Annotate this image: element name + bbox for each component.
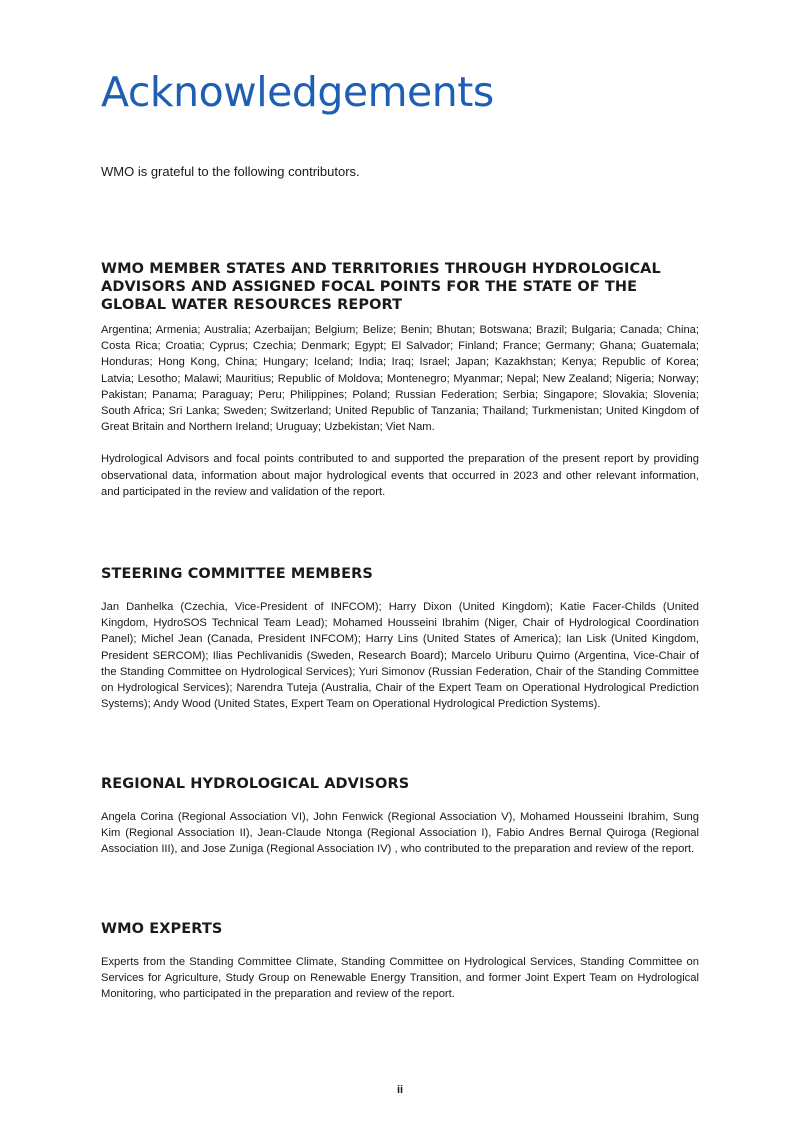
section-body: Experts from the Standing Committee Climate, Standing Committee on Hydrological Services, Standing Committee on Services for Agriculture, Study Group on Renewable Energy Transition, and former Joint Expert Team on Hydrological Monitoring, who participated in the preparation and review of the report. xyxy=(101,956,699,1001)
section-steering-committee xyxy=(101,565,699,712)
section-heading: WMO MEMBER STATES AND TERRITORIES THROUGH HYDROLOGICAL ADVISORS AND ASSIGNED FOCAL POINTS FOR THE STATE OF THE GLOBAL WATER RESOURCES REPORT xyxy=(101,261,661,313)
section-heading: WMO EXPERTS xyxy=(101,921,223,937)
page-number: ii xyxy=(396,1084,404,1096)
section-body: Jan Danhelka (Czechia, Vice-President of INFCOM); Harry Dixon (United Kingdom); Katie Facer-Childs (United Kingdom, HydroSOS Technical Team Lead); Mohamed Housseini Ibrahim (Niger, Chair of Hydrological Coordination Panel); Michel Jean (Canada, President INFCOM); Harry Lins (United States of America); Ian Lisk (United Kingdom, President SERCOM); Ilias Pechlivanidis (Sweden, Research Board); Marcelo Uriburu Quirno (Argentina, Vice-Chair of the Standing Committee on Hydrological Services); Yuri Simonov (Russian Federation, Chair of the Standing Committee on Hydrological Services); Narendra Tuteja (Australia, Chair of the Expert Team on Operational Hydrological Prediction Systems); Andy Wood (United States, Expert Team on Operational Hydrological Prediction Systems). xyxy=(101,601,699,711)
section-member-states xyxy=(101,260,699,500)
section-heading: STEERING COMMITTEE MEMBERS xyxy=(101,566,373,582)
intro-text: WMO is grateful to the following contributors. xyxy=(101,164,360,179)
section-description: Hydrological Advisors and focal points contributed to and supported the preparation of the present report by providing observational data, information about major hydrological events that occurred in 2023 and other relevant information, and participated in the review and validation of the report. xyxy=(101,453,699,498)
country-list: Argentina; Armenia; Australia; Azerbaijan; Belgium; Belize; Benin; Bhutan; Botswana; Brazil; Bulgaria; Canada; China; Costa Rica; Croatia; Cyprus; Czechia; Denmark; Egypt; El Salvador; Finland; France; Germany; Ghana; Guatemala; Honduras; Hong Kong, China; Hungary; Iceland; India; Iraq; Israel; Japan; Kazakhstan; Kenya; Republic of Korea; Latvia; Lesotho; Malawi; Mauritius; Republic of Moldova; Montenegro; Myanmar; Nepal; New Zealand; Nigeria; Norway; Pakistan; Panama; Paraguay; Peru; Philippines; Poland; Russian Federation; Serbia; Singapore; Slovakia; Slovenia; South Africa; Sri Lanka; Sweden; Switzerland; United Republic of Tanzania; Thailand; Turkmenistan; United Kingdom of Great Britain and Northern Ireland; Uruguay; Uzbekistan; Viet Nam. xyxy=(101,324,699,434)
page-title: Acknowledgements xyxy=(101,68,494,116)
section-wmo-experts xyxy=(101,920,699,1003)
section-regional-advisors xyxy=(101,775,699,858)
section-heading: REGIONAL HYDROLOGICAL ADVISORS xyxy=(101,776,410,792)
section-body: Angela Corina (Regional Association VI), John Fenwick (Regional Association V), Mohamed Housseini Ibrahim, Sung Kim (Regional Association II), Jean-Claude Ntonga (Regional Association I), Fabio Andres Bernal Quiroga (Regional Association III), and Jose Zuniga (Regional Association IV) , who contributed to the preparation and review of the report. xyxy=(101,811,699,856)
